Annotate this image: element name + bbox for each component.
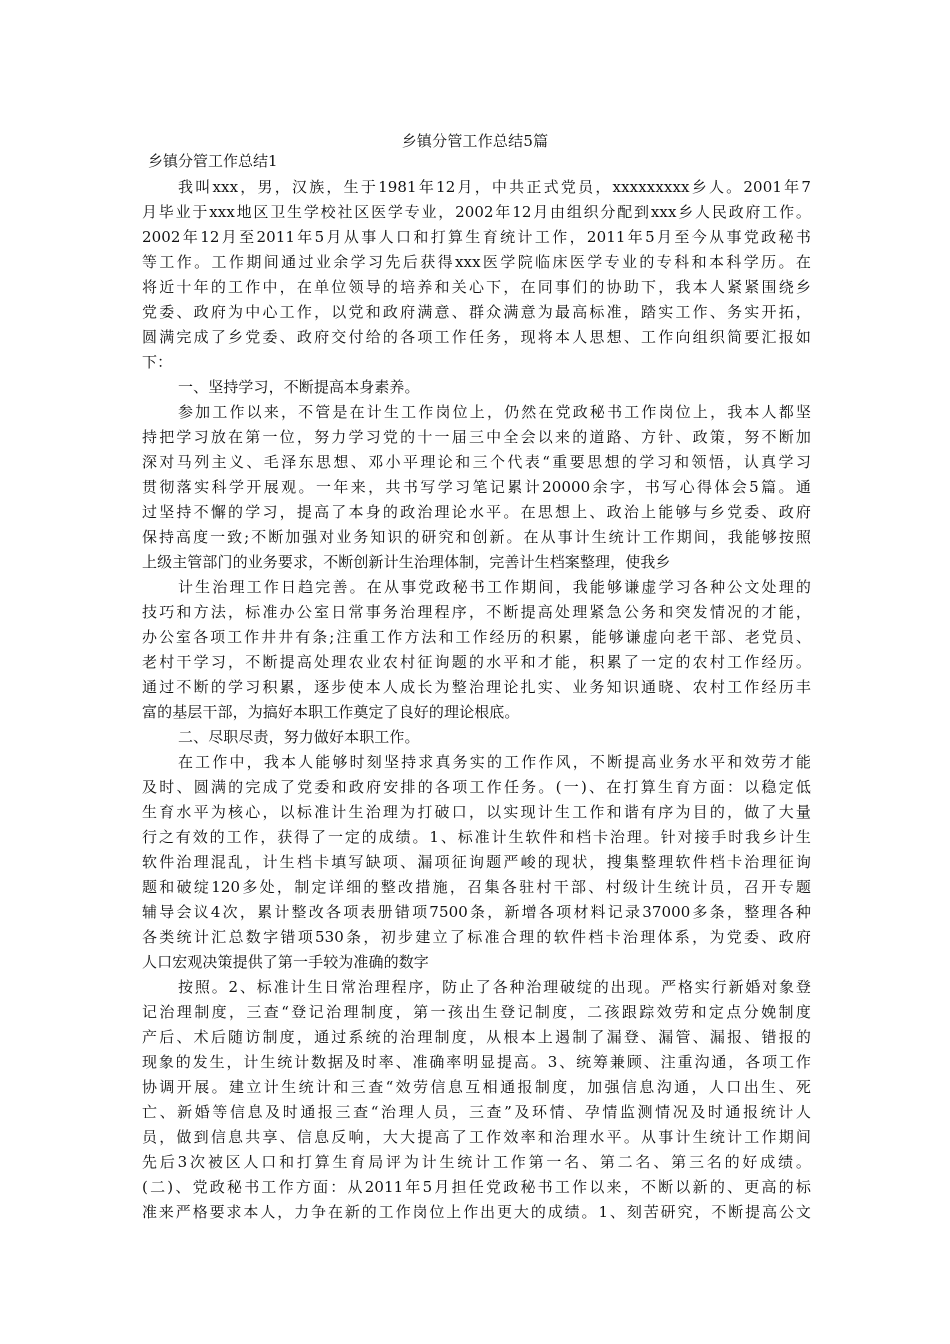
text-line: 贯彻落实科学开展观。一年来，共书写学习笔记累计20000余字，书写心得体会5篇。通 bbox=[142, 478, 811, 496]
text-line: 上级主管部门的业务要求，不断创新计生治理体制，完善计生档案整理，使我乡 bbox=[142, 553, 671, 571]
text-line: 深对马列主义、毛泽东思想、邓小平理论和三个代表“重要思想的学习和领悟，认真学习 bbox=[142, 453, 811, 471]
text-line: 老村干学习，不断提高处理农业农村征询题的水平和才能，积累了一定的农村工作经历。 bbox=[142, 653, 811, 671]
text-line: 圆满完成了乡党委、政府交付给的各项工作任务，现将本人思想、工作向组织简要汇报如 bbox=[142, 328, 811, 346]
text-line: 按照。2、标准计生日常治理程序，防止了各种治理破绽的出现。严格实行新婚对象登 bbox=[178, 978, 811, 996]
text-line: 我叫xxx，男，汉族，生于1981年12月，中共正式党员，xxxxxxxxx乡人。2001年7 bbox=[178, 178, 811, 196]
text-line: 先后3次被区人口和打算生育局评为计生统计工作第一名、第二名、第三名的好成绩。 bbox=[142, 1153, 811, 1171]
text-line: 员，做到信息共享、信息反响，大大提高了工作效率和治理水平。从事计生统计工作期间 bbox=[142, 1128, 811, 1146]
text-line: 准来严格要求本人，力争在新的工作岗位上作出更大的成绩。1、刻苦研究，不断提高公文 bbox=[142, 1203, 811, 1221]
text-line: 现象的发生，计生统计数据及时率、准确率明显提高。3、统筹兼顾、注重沟通，各项工作 bbox=[142, 1053, 811, 1071]
text-line: 软件治理混乱，计生档卡填写缺项、漏项征询题严峻的现状，搜集整理软件档卡治理征询 bbox=[142, 853, 811, 871]
document-title: 乡镇分管工作总结5篇 bbox=[401, 132, 549, 150]
text-line: 过坚持不懈的学习，提高了本身的政治理论水平。在思想上、政治上能够与乡党委、政府 bbox=[142, 503, 811, 521]
text-line: 题和破绽120多处，制定详细的整改措施，召集各驻村干部、村级计生统计员，召开专题 bbox=[142, 878, 811, 896]
text-line: 下： bbox=[142, 353, 173, 371]
text-line: 办公室各项工作井井有条;注重工作方法和工作经历的积累，能够谦虚向老干部、老党员、 bbox=[142, 628, 811, 646]
text-line: 人口宏观决策提供了第一手较为准确的数字 bbox=[142, 953, 429, 971]
text-line: 生育水平为核心，以标准计生治理为打破口，以实现计生工作和谐有序为目的，做了大量 bbox=[142, 803, 811, 821]
text-line: 计生治理工作日趋完善。在从事党政秘书工作期间，我能够谦虚学习各种公文处理的 bbox=[178, 578, 811, 596]
text-line: 通过不断的学习积累，逐步使本人成长为整治理论扎实、业务知识通晓、农村工作经历丰 bbox=[142, 678, 811, 696]
text-line: 记治理制度，三查“登记治理制度，第一孩出生登记制度，二孩跟踪效劳和定点分娩制度 bbox=[142, 1003, 811, 1021]
text-line: 一、坚持学习，不断提高本身素养。 bbox=[178, 378, 420, 396]
document-body bbox=[142, 175, 811, 1225]
text-line: 党委、政府为中心工作，以党和政府满意、群众满意为最高标准，踏实工作、务实开拓， bbox=[142, 303, 811, 321]
section-heading: 乡镇分管工作总结1 bbox=[148, 152, 278, 170]
text-line: 行之有效的工作，获得了一定的成绩。1、标准计生软件和档卡治理。针对接手时我乡计生 bbox=[142, 828, 811, 846]
text-line: 将近十年的工作中，在单位领导的培养和关心下，在同事们的协助下，我本人紧紧围绕乡 bbox=[142, 278, 811, 296]
text-line: 持把学习放在第一位，努力学习党的十一届三中全会以来的道路、方针、政策，努不断加 bbox=[142, 428, 811, 446]
text-line: 技巧和方法，标准办公室日常事务治理程序，不断提高处理紧急公务和突发情况的才能， bbox=[142, 603, 811, 621]
text-line: 产后、术后随访制度，通过系统的治理制度，从根本上遏制了漏登、漏管、漏报、错报的 bbox=[142, 1028, 811, 1046]
text-line: 及时、圆满的完成了党委和政府安排的各项工作任务。(一)、在打算生育方面：以稳定低 bbox=[142, 778, 811, 796]
text-line: 在工作中，我本人能够时刻坚持求真务实的工作作风，不断提高业务水平和效劳才能 bbox=[178, 753, 811, 771]
text-line: 各类统计汇总数字错项530条，初步建立了标准合理的软件档卡治理体系，为党委、政府 bbox=[142, 928, 811, 946]
text-line: 二、尽职尽责，努力做好本职工作。 bbox=[178, 728, 420, 746]
text-line: 亡、新婚等信息及时通报三查“治理人员，三查”及环情、孕情监测情况及时通报统计人 bbox=[142, 1103, 811, 1121]
text-line: 等工作。工作期间通过业余学习先后获得xxx医学院临床医学专业的专科和本科学历。在 bbox=[142, 253, 811, 271]
text-line: 辅导会议4次，累计整改各项表册错项7500条，新增各项材料记录37000多条，整理各种 bbox=[142, 903, 811, 921]
text-line: 协调开展。建立计生统计和三查“效劳信息互相通报制度，加强信息沟通，人口出生、死 bbox=[142, 1078, 811, 1096]
text-line: 月毕业于xxx地区卫生学校社区医学专业，2002年12月由组织分配到xxx乡人民政府工作。 bbox=[142, 203, 811, 221]
text-line: 富的基层干部，为搞好本职工作奠定了良好的理论根底。 bbox=[142, 703, 520, 721]
text-line: 2002年12月至2011年5月从事人口和打算生育统计工作，2011年5月至今从事党政秘书 bbox=[142, 228, 811, 246]
text-line: (二)、党政秘书工作方面：从2011年5月担任党政秘书工作以来，不断以新的、更高的标 bbox=[142, 1178, 811, 1196]
text-line: 保持高度一致;不断加强对业务知识的研究和创新。在从事计生统计工作期间，我能够按照 bbox=[142, 528, 811, 546]
text-line: 参加工作以来，不管是在计生工作岗位上，仍然在党政秘书工作岗位上，我本人都坚 bbox=[178, 403, 811, 421]
